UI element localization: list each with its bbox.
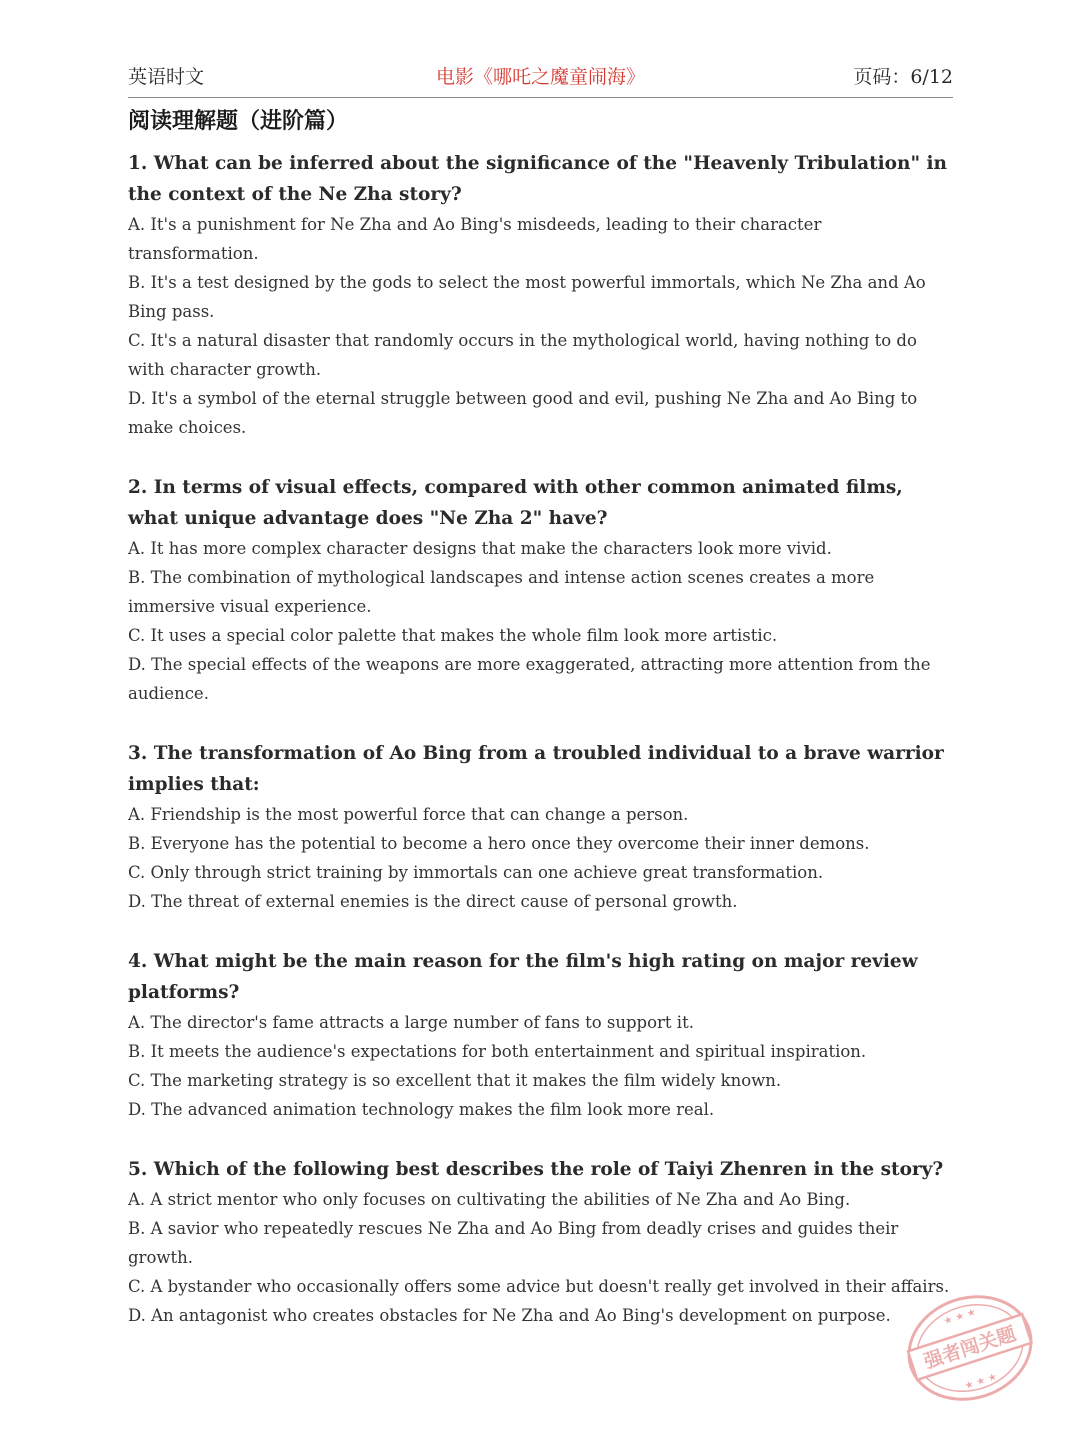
question-text: 4. What might be the main reason for the film's high rating on major review platforms?	[128, 951, 918, 1003]
svg-text:★ ★ ★: ★ ★ ★	[942, 1306, 978, 1328]
option-b: B. It's a test designed by the gods to select the most powerful immortals, which Ne Zha and Ao Bing pass.	[128, 273, 926, 321]
option-c: C. A bystander who occasionally offers some advice but doesn't really get involved in their affairs.	[128, 1277, 950, 1296]
header-title: 电影《哪吒之魔童闹海》	[435, 66, 645, 88]
option-b: B. The combination of mythological landscapes and intense action scenes creates a more immersive visual experience.	[128, 568, 875, 616]
option-b: B. It meets the audience's expectations for both entertainment and spiritual inspiration.	[128, 1042, 867, 1061]
option-c: C. Only through strict training by immortals can one achieve great transformation.	[128, 863, 824, 882]
page-header	[128, 62, 953, 92]
svg-text:★ ★ ★: ★ ★ ★	[963, 1371, 999, 1393]
option-d: D. The advanced animation technology makes the film look more real.	[128, 1100, 715, 1119]
option-d: D. An antagonist who creates obstacles for Ne Zha and Ao Bing's development on purpose.	[128, 1306, 891, 1325]
option-d: D. The threat of external enemies is the direct cause of personal growth.	[128, 892, 738, 911]
option-c: C. It's a natural disaster that randomly occurs in the mythological world, having nothing to do with character growth.	[128, 331, 917, 379]
question-text: 3. The transformation of Ao Bing from a troubled individual to a brave warrior implies that:	[128, 743, 944, 795]
question-text: 2. In terms of visual effects, compared with other common animated films, what unique advantage does "Ne Zha 2" have?	[128, 477, 903, 529]
question-4	[128, 946, 953, 1124]
option-c: C. It uses a special color palette that makes the whole film look more artistic.	[128, 626, 778, 645]
option-a: A. Friendship is the most powerful force that can change a person.	[128, 805, 689, 824]
question-2	[128, 472, 953, 708]
question-5	[128, 1154, 953, 1330]
option-d: D. The special effects of the weapons are more exaggerated, attracting more attention from the audience.	[128, 655, 931, 703]
option-c: C. The marketing strategy is so excellent that it makes the film widely known.	[128, 1071, 782, 1090]
question-1	[128, 148, 953, 442]
option-a: A. A strict mentor who only focuses on cultivating the abilities of Ne Zha and Ao Bing.	[128, 1190, 851, 1209]
option-a: A. The director's fame attracts a large number of fans to support it.	[128, 1013, 694, 1032]
header-divider	[128, 97, 953, 98]
question-3	[128, 738, 953, 916]
header-page-number: 页码：6/12	[853, 66, 953, 88]
stamp-text: 强者闯关题	[921, 1322, 1019, 1374]
question-list	[128, 148, 953, 1330]
challenge-stamp-icon	[900, 1288, 1040, 1408]
option-b: B. Everyone has the potential to become a hero once they overcome their inner demons.	[128, 834, 870, 853]
option-a: A. It's a punishment for Ne Zha and Ao Bing's misdeeds, leading to their character transformation.	[128, 215, 822, 263]
option-d: D. It's a symbol of the eternal struggle between good and evil, pushing Ne Zha and Ao Bing to make choices.	[128, 389, 918, 437]
section-title: 阅读理解题（进阶篇）	[128, 108, 349, 134]
option-b: B. A savior who repeatedly rescues Ne Zha and Ao Bing from deadly crises and guides their growth.	[128, 1219, 899, 1267]
question-text: 1. What can be inferred about the significance of the "Heavenly Tribulation" in the context of the Ne Zha story?	[128, 153, 948, 205]
header-category: 英语时文	[128, 66, 205, 88]
option-a: A. It has more complex character designs that make the characters look more vivid.	[128, 539, 832, 558]
question-text: 5. Which of the following best describes the role of Taiyi Zhenren in the story?	[128, 1159, 944, 1180]
